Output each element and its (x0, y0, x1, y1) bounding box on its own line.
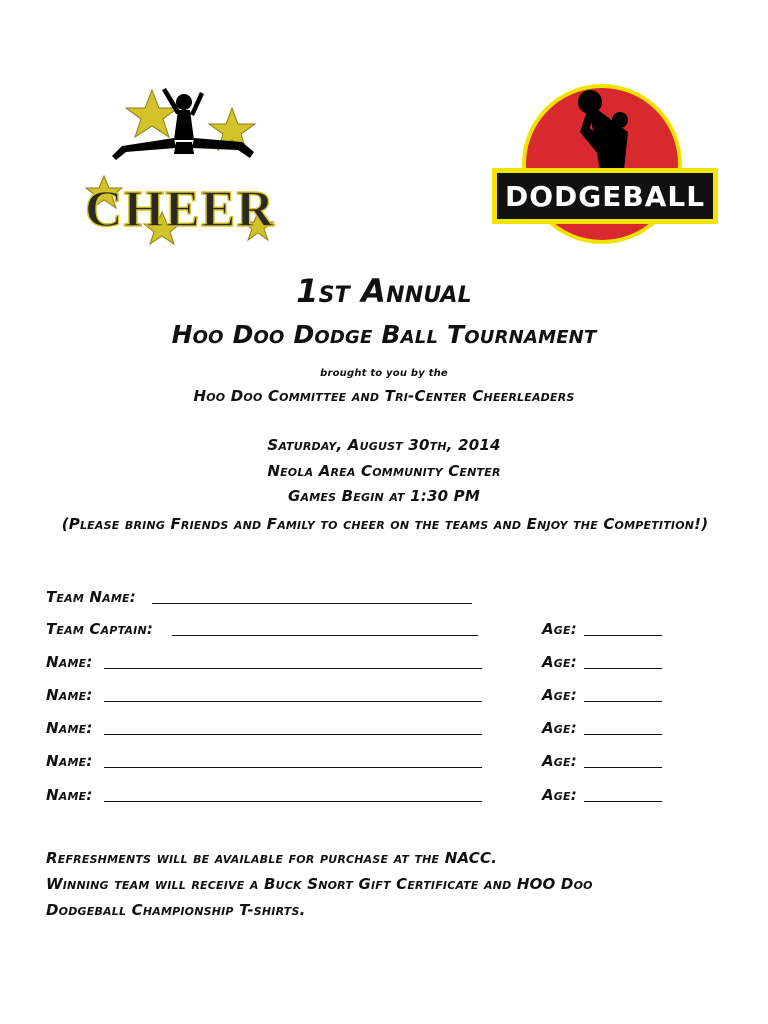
player-age-field[interactable] (584, 801, 662, 802)
player-age-field[interactable] (584, 734, 662, 735)
player-name-field[interactable] (104, 801, 482, 802)
player-age (542, 786, 577, 804)
cheer-logo (82, 84, 282, 249)
player-row (46, 686, 577, 708)
team-captain-row (46, 620, 577, 642)
dodgeball-logo (492, 80, 718, 248)
player-age-field[interactable] (584, 668, 662, 669)
presenters-text: Hoo Doo Committee and Tri-Center Cheerleaders (193, 387, 575, 405)
name-label: Name: (46, 719, 93, 737)
age-label: Age: (542, 686, 577, 704)
cheer-wordmark-text: CHEER (85, 181, 275, 238)
event-date: Saturday, August 30th, 2014 (267, 436, 501, 454)
event-note: (Please bring Friends and Family to cheer on the teams and Enjoy the Competition!) (61, 515, 709, 533)
refreshments-text: Refreshments will be available for purchase at the NACC. (46, 849, 498, 867)
name-label: Name: (46, 752, 93, 770)
player-row (46, 752, 577, 774)
event-time: Games Begin at 1:30 PM (288, 487, 480, 505)
age-label: Age: (542, 620, 577, 638)
age-label: Age: (542, 653, 577, 671)
player-age (542, 752, 577, 770)
player-age (542, 686, 577, 704)
captain-age-field[interactable] (584, 635, 662, 636)
name-label: Name: (46, 653, 93, 671)
event-title: 1st Annual (296, 272, 472, 310)
team-captain-field[interactable] (172, 635, 478, 636)
age-label: Age: (542, 786, 577, 804)
team-name-field[interactable] (152, 603, 472, 604)
age-label: Age: (542, 752, 577, 770)
player-row (46, 719, 577, 741)
player-row (46, 653, 577, 675)
age-label: Age: (542, 719, 577, 737)
prize-text-line1: Winning team will receive a Buck Snort Gift Certificate and HOO Doo (46, 875, 593, 893)
team-name-row (46, 588, 136, 610)
player-row (46, 786, 577, 808)
player-age (542, 653, 577, 671)
player-name-field[interactable] (104, 668, 482, 669)
player-name-field[interactable] (104, 734, 482, 735)
dodgeball-wordmark-text: DODGEBALL (504, 180, 706, 213)
brought-by-text: brought to you by the (320, 368, 448, 379)
player-name-field[interactable] (104, 767, 482, 768)
event-subtitle: Hoo Doo Dodge Ball Tournament (171, 320, 597, 349)
team-captain-label: Team Captain: (46, 620, 154, 638)
player-age (542, 719, 577, 737)
team-name-label: Team Name: (46, 588, 136, 606)
footer-info (46, 845, 726, 923)
captain-age (542, 620, 577, 638)
name-label: Name: (46, 786, 93, 804)
player-age-field[interactable] (584, 701, 662, 702)
player-age-field[interactable] (584, 767, 662, 768)
prize-text-line2: Dodgeball Championship T-shirts. (46, 901, 306, 919)
event-venue: Neola Area Community Center (267, 462, 501, 480)
name-label: Name: (46, 686, 93, 704)
cheer-wordmark (85, 181, 275, 238)
player-name-field[interactable] (104, 701, 482, 702)
